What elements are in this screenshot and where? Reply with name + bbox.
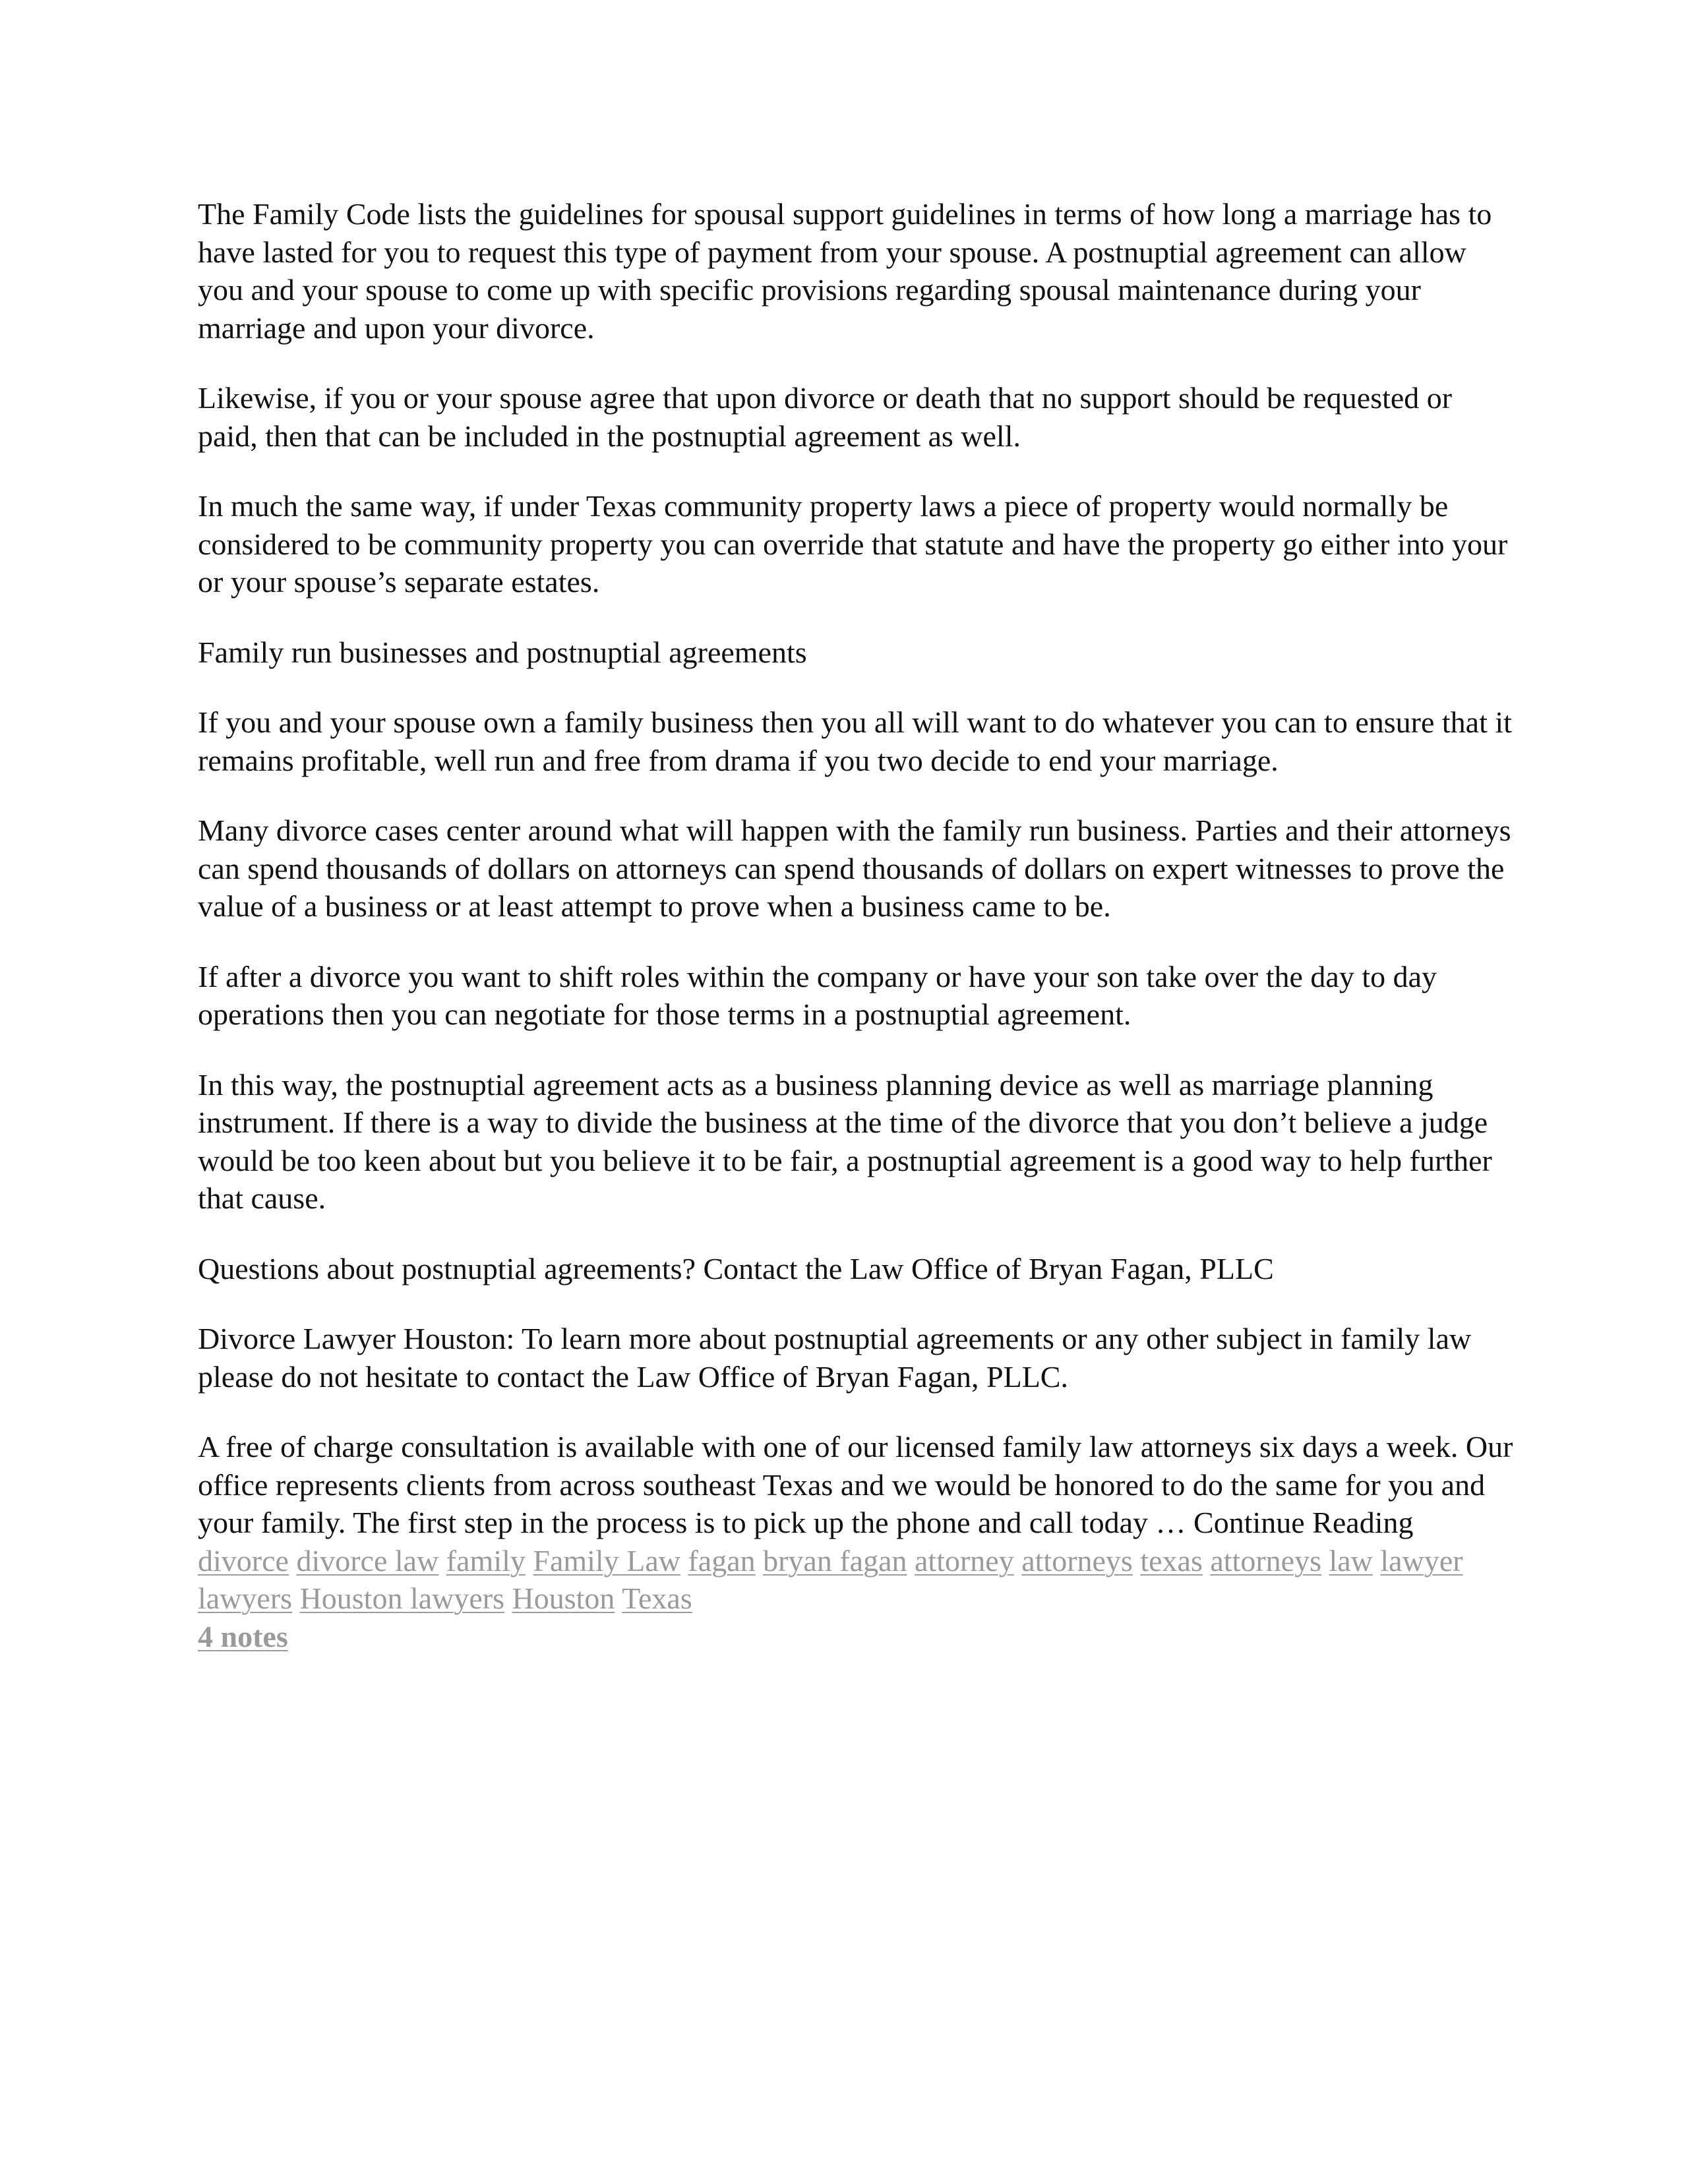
paragraph: If you and your spouse own a family business then you all will want to do whatever you can to ensure that it remains profitable, well run and free from drama if you two decide to end your marriage. [198, 705, 1512, 777]
paragraph: In this way, the postnuptial agreement acts as a business planning device as well as marriage planning instrument. If there is a way to divide the business at the time of the divorce that you don’t believe a judge would be too keen about but you believe it to be fair, a postnuptial agreement is a good way to help further that cause. [198, 1067, 1492, 1215]
paragraph: Likewise, if you or your spouse agree that upon divorce or death that no support should be requested or paid, then that can be included in the postnuptial agreement as well. [198, 381, 1453, 453]
tag-link[interactable]: family [446, 1543, 526, 1578]
tag-link[interactable]: divorce law [296, 1543, 439, 1578]
final-paragraph-text: A free of charge consultation is available with one of our licensed family law attorneys six days a week. Our office represents clients from across southeast Texas and we would be honored to do the same for you and your family. The first step in the process is to pick up the phone and call today … [198, 1430, 1513, 1539]
section-heading: Questions about postnuptial agreements? Contact the Law Office of Bryan Fagan, PLLC [198, 1251, 1274, 1285]
tag-link[interactable]: Family Law [533, 1543, 680, 1578]
section-heading: Family run businesses and postnuptial agreements [198, 635, 807, 669]
tag-link[interactable]: lawyer [1380, 1543, 1463, 1578]
tag-link[interactable]: attorney [915, 1543, 1014, 1578]
notes-line [198, 1618, 1517, 1656]
tag-link[interactable]: bryan fagan [763, 1543, 907, 1578]
tag-link[interactable]: law [1329, 1543, 1373, 1578]
article-page [198, 195, 1517, 1655]
tag-link[interactable]: Houston lawyers [299, 1581, 505, 1615]
paragraph: Many divorce cases center around what will happen with the family run business. Parties and their attorneys can spend thousands of dollars on attorneys can spend thousands of dollars on expert witnesses to prove the value of a business or at least attempt to prove when a business came to be. [198, 813, 1511, 923]
notes-link[interactable]: 4 notes [198, 1619, 288, 1653]
tag-link[interactable]: fagan [688, 1543, 756, 1578]
final-paragraph [198, 1428, 1517, 1542]
tag-link[interactable]: lawyers [198, 1581, 293, 1615]
tag-list [198, 1542, 1517, 1618]
tag-link[interactable]: attorneys [1021, 1543, 1133, 1578]
tag-link[interactable]: attorneys [1210, 1543, 1321, 1578]
tag-link[interactable]: divorce [198, 1543, 289, 1578]
paragraph: If after a divorce you want to shift roles within the company or have your son take over the day to day operations then you can negotiate for those terms in a postnuptial agreement. [198, 959, 1437, 1031]
paragraph: The Family Code lists the guidelines for spousal support guidelines in terms of how long a marriage has to have lasted for you to request this type of payment from your spouse. A postnuptial agreement can allow you and your spouse to come up with specific provisions regarding spousal maintenance during your marriage and upon your divorce. [198, 197, 1492, 345]
tag-link[interactable]: Texas [622, 1581, 692, 1615]
paragraph: Divorce Lawyer Houston: To learn more about postnuptial agreements or any other subject in family law please do not hesitate to contact the Law Office of Bryan Fagan, PLLC. [198, 1322, 1472, 1394]
tag-link[interactable]: Houston [512, 1581, 615, 1615]
tag-link[interactable]: texas [1140, 1543, 1203, 1578]
paragraph: In much the same way, if under Texas community property laws a piece of property would normally be considered to be community property you can override that statute and have the property go either into your or your spouse’s separate estates. [198, 489, 1508, 599]
continue-reading-link[interactable]: Continue Reading [1193, 1506, 1414, 1539]
